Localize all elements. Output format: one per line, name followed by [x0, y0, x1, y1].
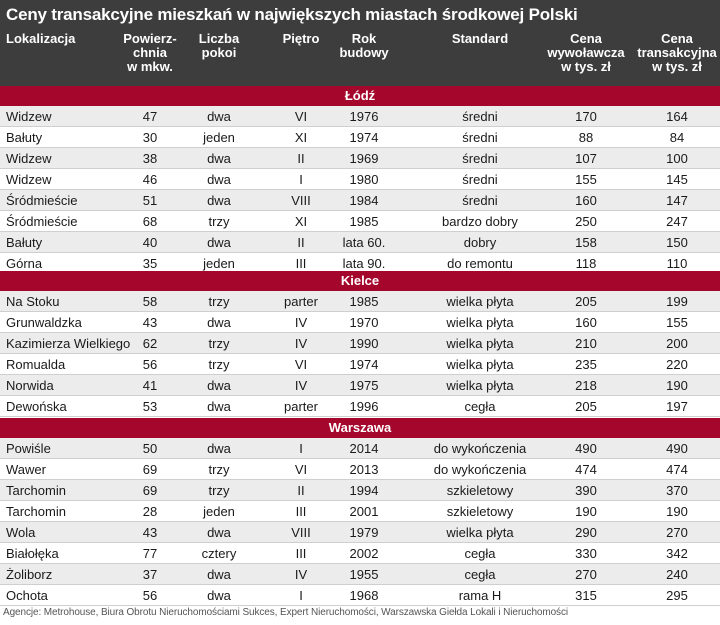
cell-cena-transakcyjna: 197 [666, 399, 688, 414]
cell-liczba-pokoi: trzy [208, 294, 230, 309]
cell-cena-transakcyjna: 200 [666, 336, 688, 351]
cell-rok-budowy: 1969 [349, 151, 379, 166]
cell-cena-wywolawcza: 290 [575, 525, 597, 540]
cell-pietro: parter [284, 399, 318, 414]
cell-lokalizacja: Żoliborz [6, 567, 53, 582]
source-footer: Agencje: Metrohouse, Biura Obrotu Nieruchomościami Sukces, Expert Nieruchomości, Warszawska Giełda Lokali i Nieruchomości [3, 607, 568, 618]
cell-liczba-pokoi: dwa [207, 588, 231, 603]
cell-cena-wywolawcza: 155 [575, 172, 597, 187]
cell-powierzchnia: 77 [142, 546, 158, 561]
cell-pietro: III [295, 256, 307, 271]
cell-cena-wywolawcza: 160 [575, 315, 597, 330]
cell-lokalizacja: Bałuty [6, 235, 43, 250]
section-header: Warszawa [0, 418, 720, 438]
cell-cena-transakcyjna: 474 [666, 462, 688, 477]
table-row [0, 333, 720, 354]
cell-liczba-pokoi: trzy [208, 336, 230, 351]
cell-lokalizacja: Ochota [6, 588, 48, 603]
cell-lokalizacja: Grunwaldzka [6, 315, 82, 330]
column-header-lokalizacja: Lokalizacja [6, 31, 76, 46]
cell-powierzchnia: 30 [142, 130, 158, 145]
column-header-powierzchnia: Powierz- chnia w mkw. [123, 31, 177, 74]
cell-standard: bardzo dobry [442, 214, 518, 229]
cell-standard: średni [462, 193, 498, 208]
table-row [0, 291, 720, 312]
table-title: Ceny transakcyjne mieszkań w największych miastach środkowej Polski [0, 0, 720, 29]
cell-cena-transakcyjna: 147 [666, 193, 688, 208]
cell-rok-budowy: 1976 [349, 109, 379, 124]
cell-cena-wywolawcza: 88 [578, 130, 594, 145]
cell-lokalizacja: Białołęka [6, 546, 59, 561]
column-header-cena-transakcyjna: Cena transakcyjna w tys. zł [637, 31, 717, 74]
cell-liczba-pokoi: trzy [208, 462, 230, 477]
cell-powierzchnia: 35 [142, 256, 158, 271]
cell-rok-budowy: 1990 [349, 336, 379, 351]
cell-cena-wywolawcza: 160 [575, 193, 597, 208]
cell-powierzchnia: 47 [142, 109, 158, 124]
table-header [0, 29, 720, 86]
cell-liczba-pokoi: dwa [207, 172, 231, 187]
cell-powierzchnia: 28 [142, 504, 158, 519]
cell-standard: cegła [464, 567, 496, 582]
cell-cena-wywolawcza: 118 [575, 256, 597, 271]
cell-cena-wywolawcza: 218 [575, 378, 597, 393]
cell-cena-wywolawcza: 190 [575, 504, 597, 519]
cell-powierzchnia: 69 [142, 462, 158, 477]
cell-rok-budowy: 1970 [349, 315, 379, 330]
cell-cena-transakcyjna: 190 [666, 504, 688, 519]
cell-cena-transakcyjna: 370 [666, 483, 688, 498]
cell-standard: średni [462, 109, 498, 124]
cell-powierzchnia: 41 [142, 378, 158, 393]
table-row [0, 232, 720, 253]
cell-pietro: I [299, 441, 303, 456]
cell-liczba-pokoi: dwa [207, 193, 231, 208]
cell-standard: do wykończenia [433, 441, 527, 456]
cell-liczba-pokoi: trzy [208, 483, 230, 498]
cell-pietro: IV [294, 378, 308, 393]
cell-cena-transakcyjna: 150 [666, 235, 688, 250]
cell-rok-budowy: 1975 [349, 378, 379, 393]
cell-lokalizacja: Wola [6, 525, 36, 540]
column-header-pietro: Piętro [282, 31, 320, 46]
cell-powierzchnia: 43 [142, 315, 158, 330]
cell-lokalizacja: Śródmieście [6, 214, 78, 229]
cell-powierzchnia: 53 [142, 399, 158, 414]
cell-lokalizacja: Dewońska [6, 399, 67, 414]
table-row [0, 375, 720, 396]
cell-liczba-pokoi: dwa [207, 399, 231, 414]
cell-cena-wywolawcza: 315 [575, 588, 597, 603]
cell-pietro: VI [294, 462, 308, 477]
cell-cena-wywolawcza: 235 [575, 357, 597, 372]
cell-liczba-pokoi: dwa [207, 151, 231, 166]
cell-powierzchnia: 51 [142, 193, 158, 208]
cell-pietro: III [295, 504, 307, 519]
cell-liczba-pokoi: trzy [208, 357, 230, 372]
cell-pietro: IV [294, 315, 308, 330]
cell-rok-budowy: 1968 [349, 588, 379, 603]
cell-cena-transakcyjna: 270 [666, 525, 688, 540]
cell-cena-transakcyjna: 199 [666, 294, 688, 309]
cell-powierzchnia: 50 [142, 441, 158, 456]
cell-pietro: IV [294, 567, 308, 582]
cell-lokalizacja: Widzew [6, 109, 52, 124]
cell-lokalizacja: Tarchomin [6, 504, 66, 519]
cell-cena-wywolawcza: 474 [575, 462, 597, 477]
cell-powierzchnia: 37 [142, 567, 158, 582]
cell-rok-budowy: 1985 [349, 214, 379, 229]
cell-cena-wywolawcza: 107 [575, 151, 597, 166]
cell-standard: wielka płyta [446, 525, 514, 540]
column-header-cena-wywolawcza: Cena wywoławcza w tys. zł [547, 31, 625, 74]
cell-pietro: VI [294, 109, 308, 124]
cell-rok-budowy: 2014 [349, 441, 379, 456]
cell-cena-transakcyjna: 164 [666, 109, 688, 124]
cell-pietro: II [297, 151, 305, 166]
cell-cena-transakcyjna: 84 [669, 130, 685, 145]
cell-rok-budowy: 1955 [349, 567, 379, 582]
cell-cena-wywolawcza: 270 [575, 567, 597, 582]
cell-cena-transakcyjna: 155 [666, 315, 688, 330]
cell-rok-budowy: 1980 [349, 172, 379, 187]
section-header: Łódź [0, 86, 720, 106]
table-row [0, 501, 720, 522]
cell-liczba-pokoi: dwa [207, 315, 231, 330]
section-header: Kielce [0, 271, 720, 291]
cell-cena-wywolawcza: 205 [575, 399, 597, 414]
cell-cena-transakcyjna: 190 [666, 378, 688, 393]
table-row [0, 148, 720, 169]
cell-rok-budowy: 1996 [349, 399, 379, 414]
cell-lokalizacja: Bałuty [6, 130, 43, 145]
cell-powierzchnia: 43 [142, 525, 158, 540]
cell-cena-transakcyjna: 220 [666, 357, 688, 372]
cell-liczba-pokoi: jeden [203, 256, 235, 271]
cell-cena-transakcyjna: 100 [666, 151, 688, 166]
table-row [0, 106, 720, 127]
cell-pietro: I [299, 172, 303, 187]
column-header-rok-budowy: Rok budowy [339, 31, 389, 60]
table-row [0, 564, 720, 585]
table-row [0, 522, 720, 543]
cell-cena-transakcyjna: 342 [666, 546, 688, 561]
cell-powierzchnia: 69 [142, 483, 158, 498]
cell-lokalizacja: Widzew [6, 151, 52, 166]
cell-powierzchnia: 40 [142, 235, 158, 250]
cell-lokalizacja: Górna [6, 256, 43, 271]
cell-standard: szkieletowy [446, 504, 514, 519]
cell-rok-budowy: 1985 [349, 294, 379, 309]
cell-powierzchnia: 56 [142, 588, 158, 603]
cell-rok-budowy: 2001 [349, 504, 379, 519]
cell-cena-wywolawcza: 250 [575, 214, 597, 229]
cell-standard: wielka płyta [446, 378, 514, 393]
cell-cena-transakcyjna: 295 [666, 588, 688, 603]
column-header-standard: Standard [451, 31, 509, 46]
cell-lokalizacja: Widzew [6, 172, 52, 187]
cell-lokalizacja: Tarchomin [6, 483, 66, 498]
cell-pietro: VI [294, 357, 308, 372]
cell-rok-budowy: 2002 [349, 546, 379, 561]
cell-cena-transakcyjna: 145 [666, 172, 688, 187]
cell-standard: dobry [463, 235, 497, 250]
cell-cena-wywolawcza: 158 [575, 235, 597, 250]
table-row [0, 127, 720, 148]
cell-rok-budowy: lata 60. [342, 235, 386, 250]
cell-powierzchnia: 38 [142, 151, 158, 166]
cell-powierzchnia: 58 [142, 294, 158, 309]
cell-powierzchnia: 46 [142, 172, 158, 187]
table-row [0, 354, 720, 375]
cell-cena-wywolawcza: 170 [575, 109, 597, 124]
cell-standard: do remontu [447, 256, 513, 271]
cell-standard: cegła [464, 399, 496, 414]
cell-liczba-pokoi: dwa [207, 441, 231, 456]
table-row [0, 190, 720, 211]
cell-lokalizacja: Na Stoku [6, 294, 60, 309]
table-row [0, 438, 720, 459]
table-row [0, 459, 720, 480]
cell-pietro: XI [294, 214, 308, 229]
cell-standard: wielka płyta [446, 357, 514, 372]
cell-lokalizacja: Powiśle [6, 441, 51, 456]
column-header-liczba-pokoi: Liczba pokoi [198, 31, 240, 60]
cell-cena-wywolawcza: 205 [575, 294, 597, 309]
cell-pietro: II [297, 235, 305, 250]
cell-pietro: IV [294, 336, 308, 351]
cell-cena-transakcyjna: 490 [666, 441, 688, 456]
cell-pietro: VIII [291, 525, 311, 540]
cell-liczba-pokoi: dwa [207, 235, 231, 250]
cell-lokalizacja: Romualda [6, 357, 66, 372]
cell-liczba-pokoi: cztery [201, 546, 237, 561]
cell-standard: średni [462, 172, 498, 187]
cell-lokalizacja: Śródmieście [6, 193, 78, 208]
cell-standard: średni [462, 130, 498, 145]
cell-rok-budowy: 2013 [349, 462, 379, 477]
cell-rok-budowy: lata 90. [342, 256, 386, 271]
cell-lokalizacja: Wawer [6, 462, 46, 477]
cell-standard: wielka płyta [446, 336, 514, 351]
cell-standard: szkieletowy [446, 483, 514, 498]
table-row [0, 312, 720, 333]
cell-pietro: XI [294, 130, 308, 145]
cell-cena-wywolawcza: 210 [575, 336, 597, 351]
cell-rok-budowy: 1984 [349, 193, 379, 208]
cell-pietro: III [295, 546, 307, 561]
cell-liczba-pokoi: trzy [208, 214, 230, 229]
cell-powierzchnia: 68 [142, 214, 158, 229]
cell-pietro: parter [284, 294, 318, 309]
table-row [0, 211, 720, 232]
cell-cena-wywolawcza: 490 [575, 441, 597, 456]
cell-standard: do wykończenia [433, 462, 527, 477]
table-row [0, 585, 720, 606]
cell-pietro: II [297, 483, 305, 498]
cell-cena-transakcyjna: 247 [666, 214, 688, 229]
cell-rok-budowy: 1974 [349, 130, 379, 145]
cell-standard: wielka płyta [446, 294, 514, 309]
cell-powierzchnia: 56 [142, 357, 158, 372]
cell-standard: średni [462, 151, 498, 166]
table-row [0, 480, 720, 501]
cell-rok-budowy: 1979 [349, 525, 379, 540]
table-row [0, 169, 720, 190]
cell-cena-wywolawcza: 330 [575, 546, 597, 561]
cell-liczba-pokoi: jeden [203, 130, 235, 145]
cell-liczba-pokoi: dwa [207, 567, 231, 582]
table-row [0, 543, 720, 564]
cell-pietro: VIII [291, 193, 311, 208]
cell-standard: rama H [458, 588, 502, 603]
cell-lokalizacja: Kazimierza Wielkiego [6, 336, 131, 351]
cell-lokalizacja: Norwida [6, 378, 54, 393]
cell-standard: cegła [464, 546, 496, 561]
cell-liczba-pokoi: dwa [207, 378, 231, 393]
cell-cena-wywolawcza: 390 [575, 483, 597, 498]
cell-rok-budowy: 1974 [349, 357, 379, 372]
cell-pietro: I [299, 588, 303, 603]
cell-liczba-pokoi: dwa [207, 109, 231, 124]
cell-liczba-pokoi: dwa [207, 525, 231, 540]
cell-liczba-pokoi: jeden [203, 504, 235, 519]
cell-powierzchnia: 62 [142, 336, 158, 351]
table-row [0, 396, 720, 417]
cell-cena-transakcyjna: 110 [666, 256, 688, 271]
cell-cena-transakcyjna: 240 [666, 567, 688, 582]
cell-standard: wielka płyta [446, 315, 514, 330]
cell-rok-budowy: 1994 [349, 483, 379, 498]
